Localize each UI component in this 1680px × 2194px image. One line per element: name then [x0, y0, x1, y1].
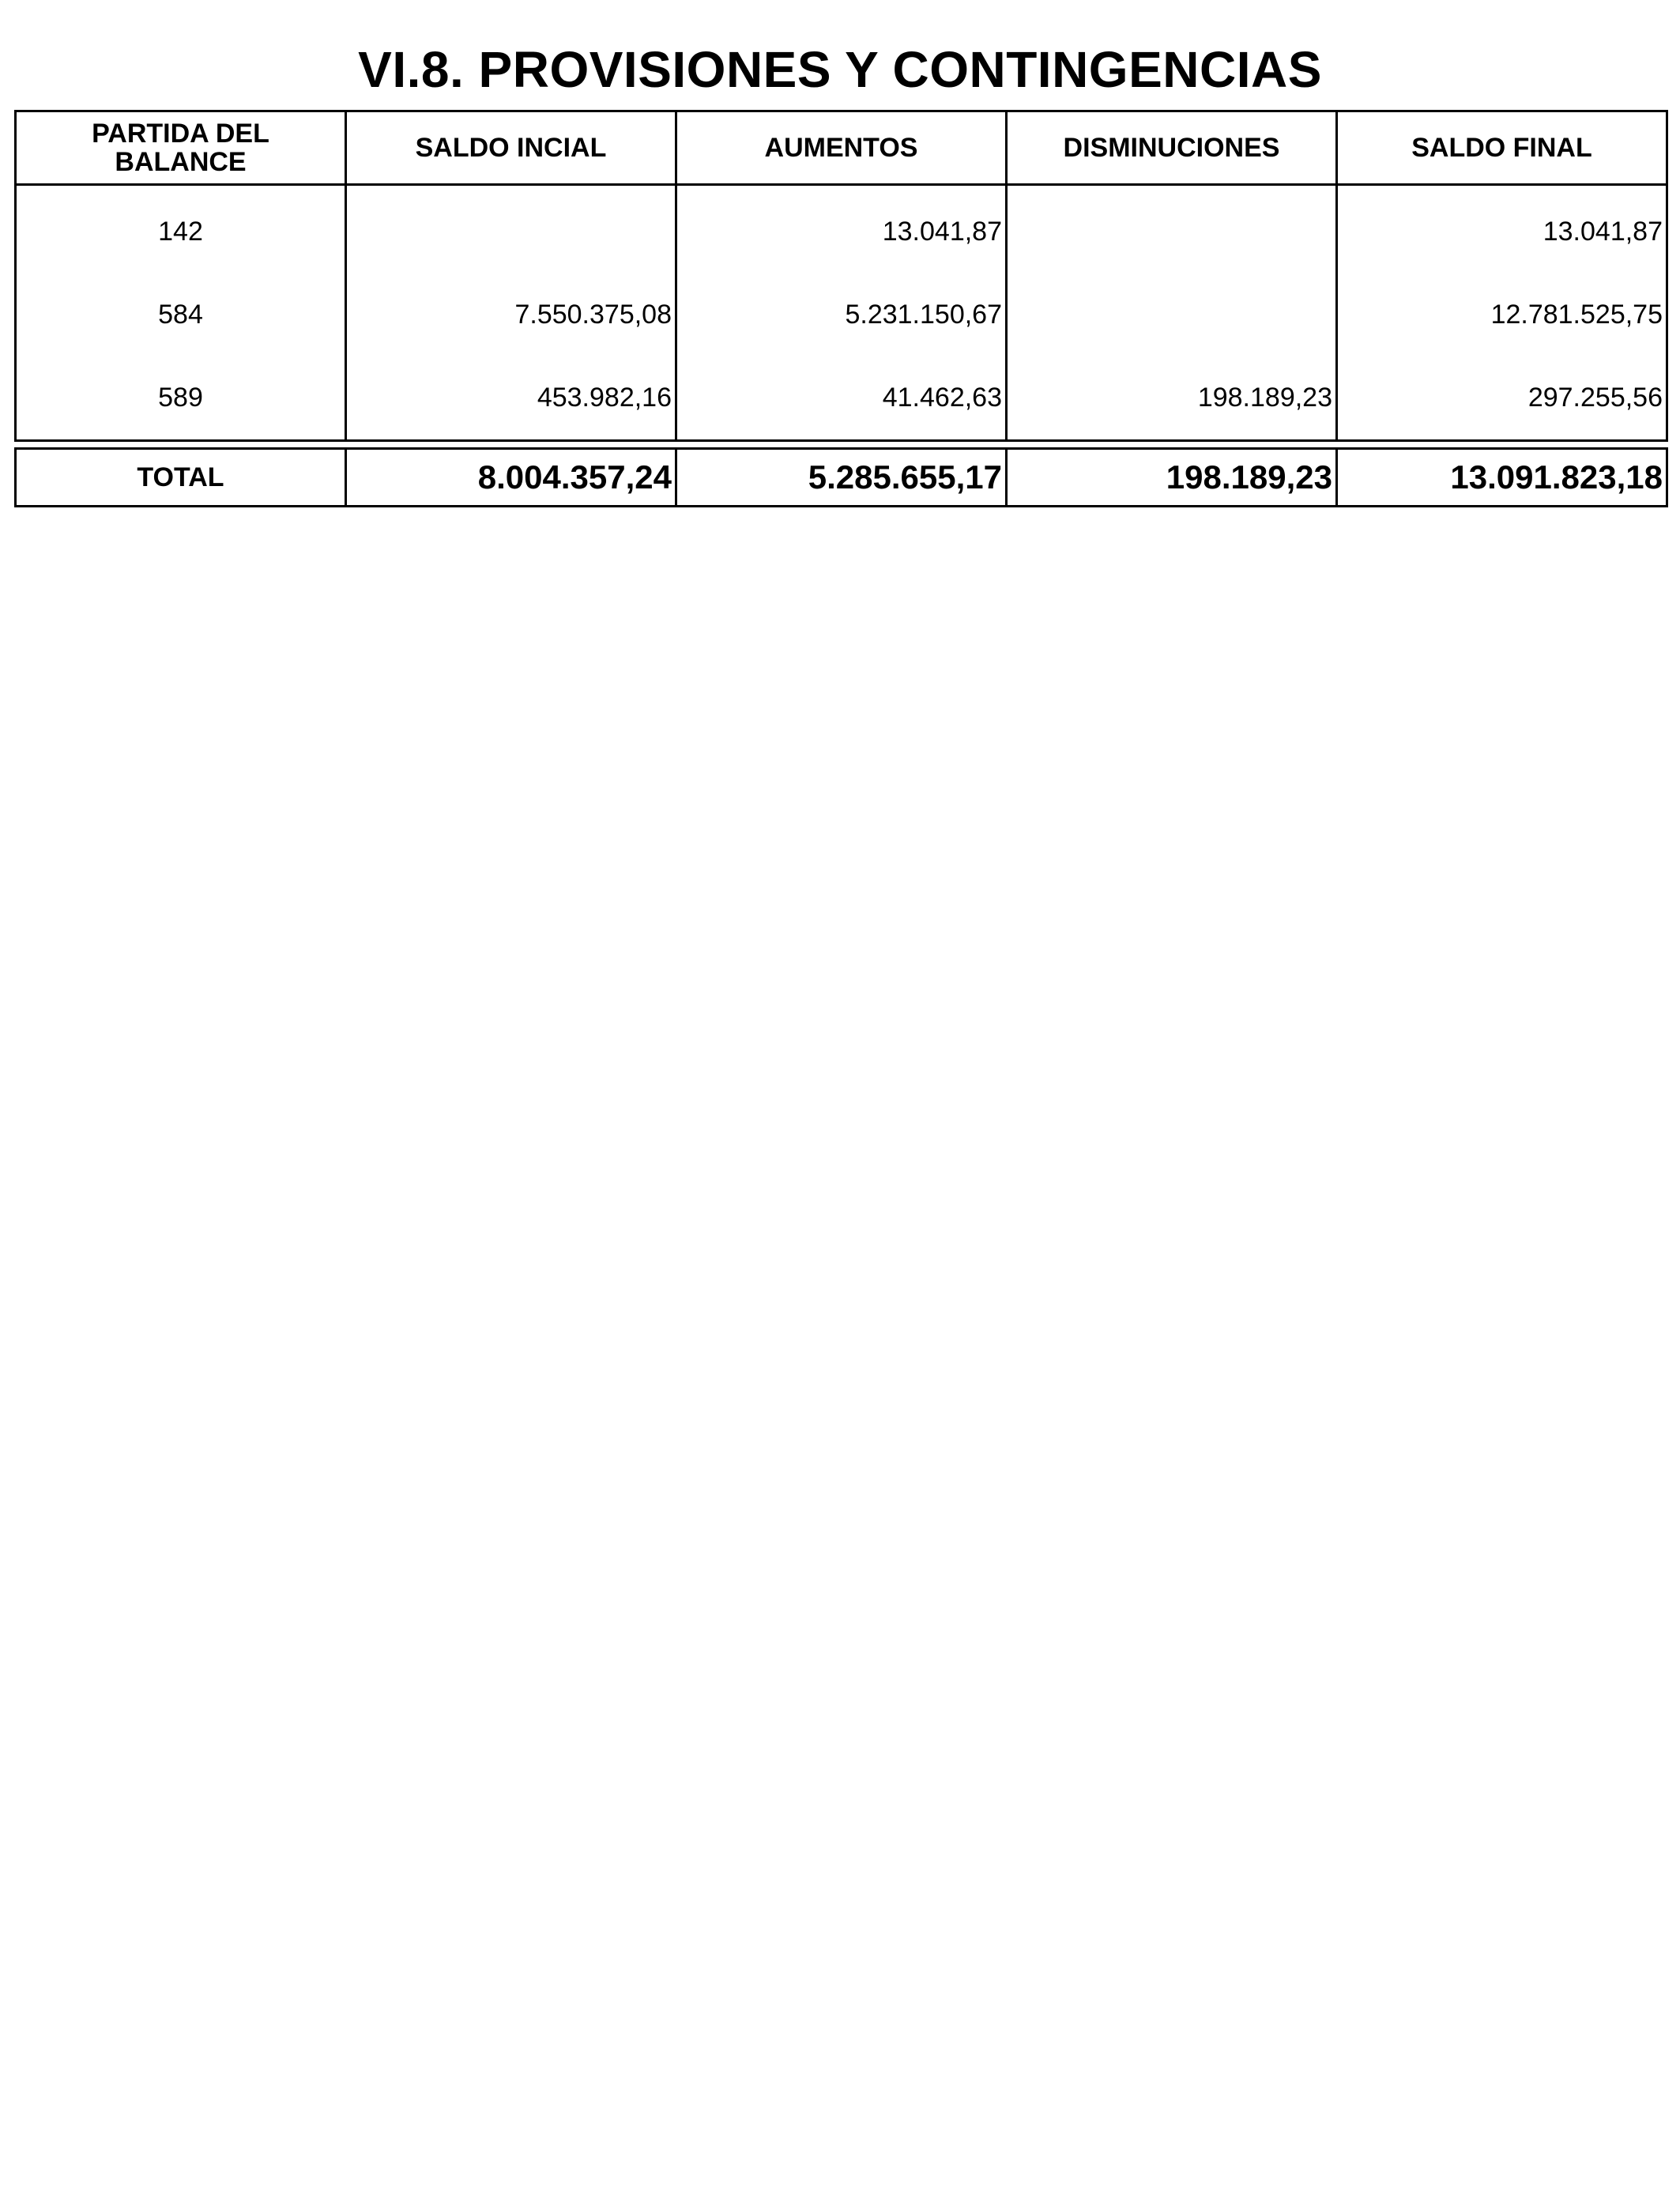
totals-table — [14, 447, 1668, 507]
provisions-table — [14, 110, 1668, 442]
column-header-partida-line2: BALANCE — [115, 147, 247, 177]
cell-aumentos: 13.041,87 — [676, 185, 1007, 274]
cell-partida: 589 — [16, 356, 346, 441]
cell-disminuciones — [1007, 273, 1337, 356]
total-saldo-inicial: 8.004.357,24 — [346, 449, 676, 507]
table-row — [16, 356, 1667, 441]
total-disminuciones: 198.189,23 — [1007, 449, 1337, 507]
cell-partida: 584 — [16, 273, 346, 356]
cell-saldo-final: 13.041,87 — [1337, 185, 1667, 274]
cell-partida: 142 — [16, 185, 346, 274]
total-aumentos: 5.285.655,17 — [676, 449, 1007, 507]
cell-disminuciones — [1007, 185, 1337, 274]
column-header-aumentos: AUMENTOS — [676, 111, 1007, 185]
column-header-partida-line1: PARTIDA DEL — [92, 119, 269, 149]
cell-saldo-final: 297.255,56 — [1337, 356, 1667, 441]
cell-saldo-final: 12.781.525,75 — [1337, 273, 1667, 356]
table-header-row — [16, 111, 1667, 185]
page-title: VI.8. PROVISIONES Y CONTINGENCIAS — [358, 41, 1322, 98]
cell-saldo-inicial: 7.550.375,08 — [346, 273, 676, 356]
cell-saldo-inicial — [346, 185, 676, 274]
column-header-partida — [16, 111, 346, 185]
column-header-disminuciones: DISMINUCIONES — [1007, 111, 1337, 185]
total-label: TOTAL — [16, 449, 346, 507]
column-header-saldo-inicial: SALDO INCIAL — [346, 111, 676, 185]
column-header-saldo-final: SALDO FINAL — [1337, 111, 1667, 185]
table-row — [16, 273, 1667, 356]
total-saldo-final: 13.091.823,18 — [1337, 449, 1667, 507]
cell-saldo-inicial: 453.982,16 — [346, 356, 676, 441]
cell-aumentos: 41.462,63 — [676, 356, 1007, 441]
total-row — [16, 449, 1667, 507]
cell-aumentos: 5.231.150,67 — [676, 273, 1007, 356]
cell-disminuciones: 198.189,23 — [1007, 356, 1337, 441]
table-row — [16, 185, 1667, 274]
